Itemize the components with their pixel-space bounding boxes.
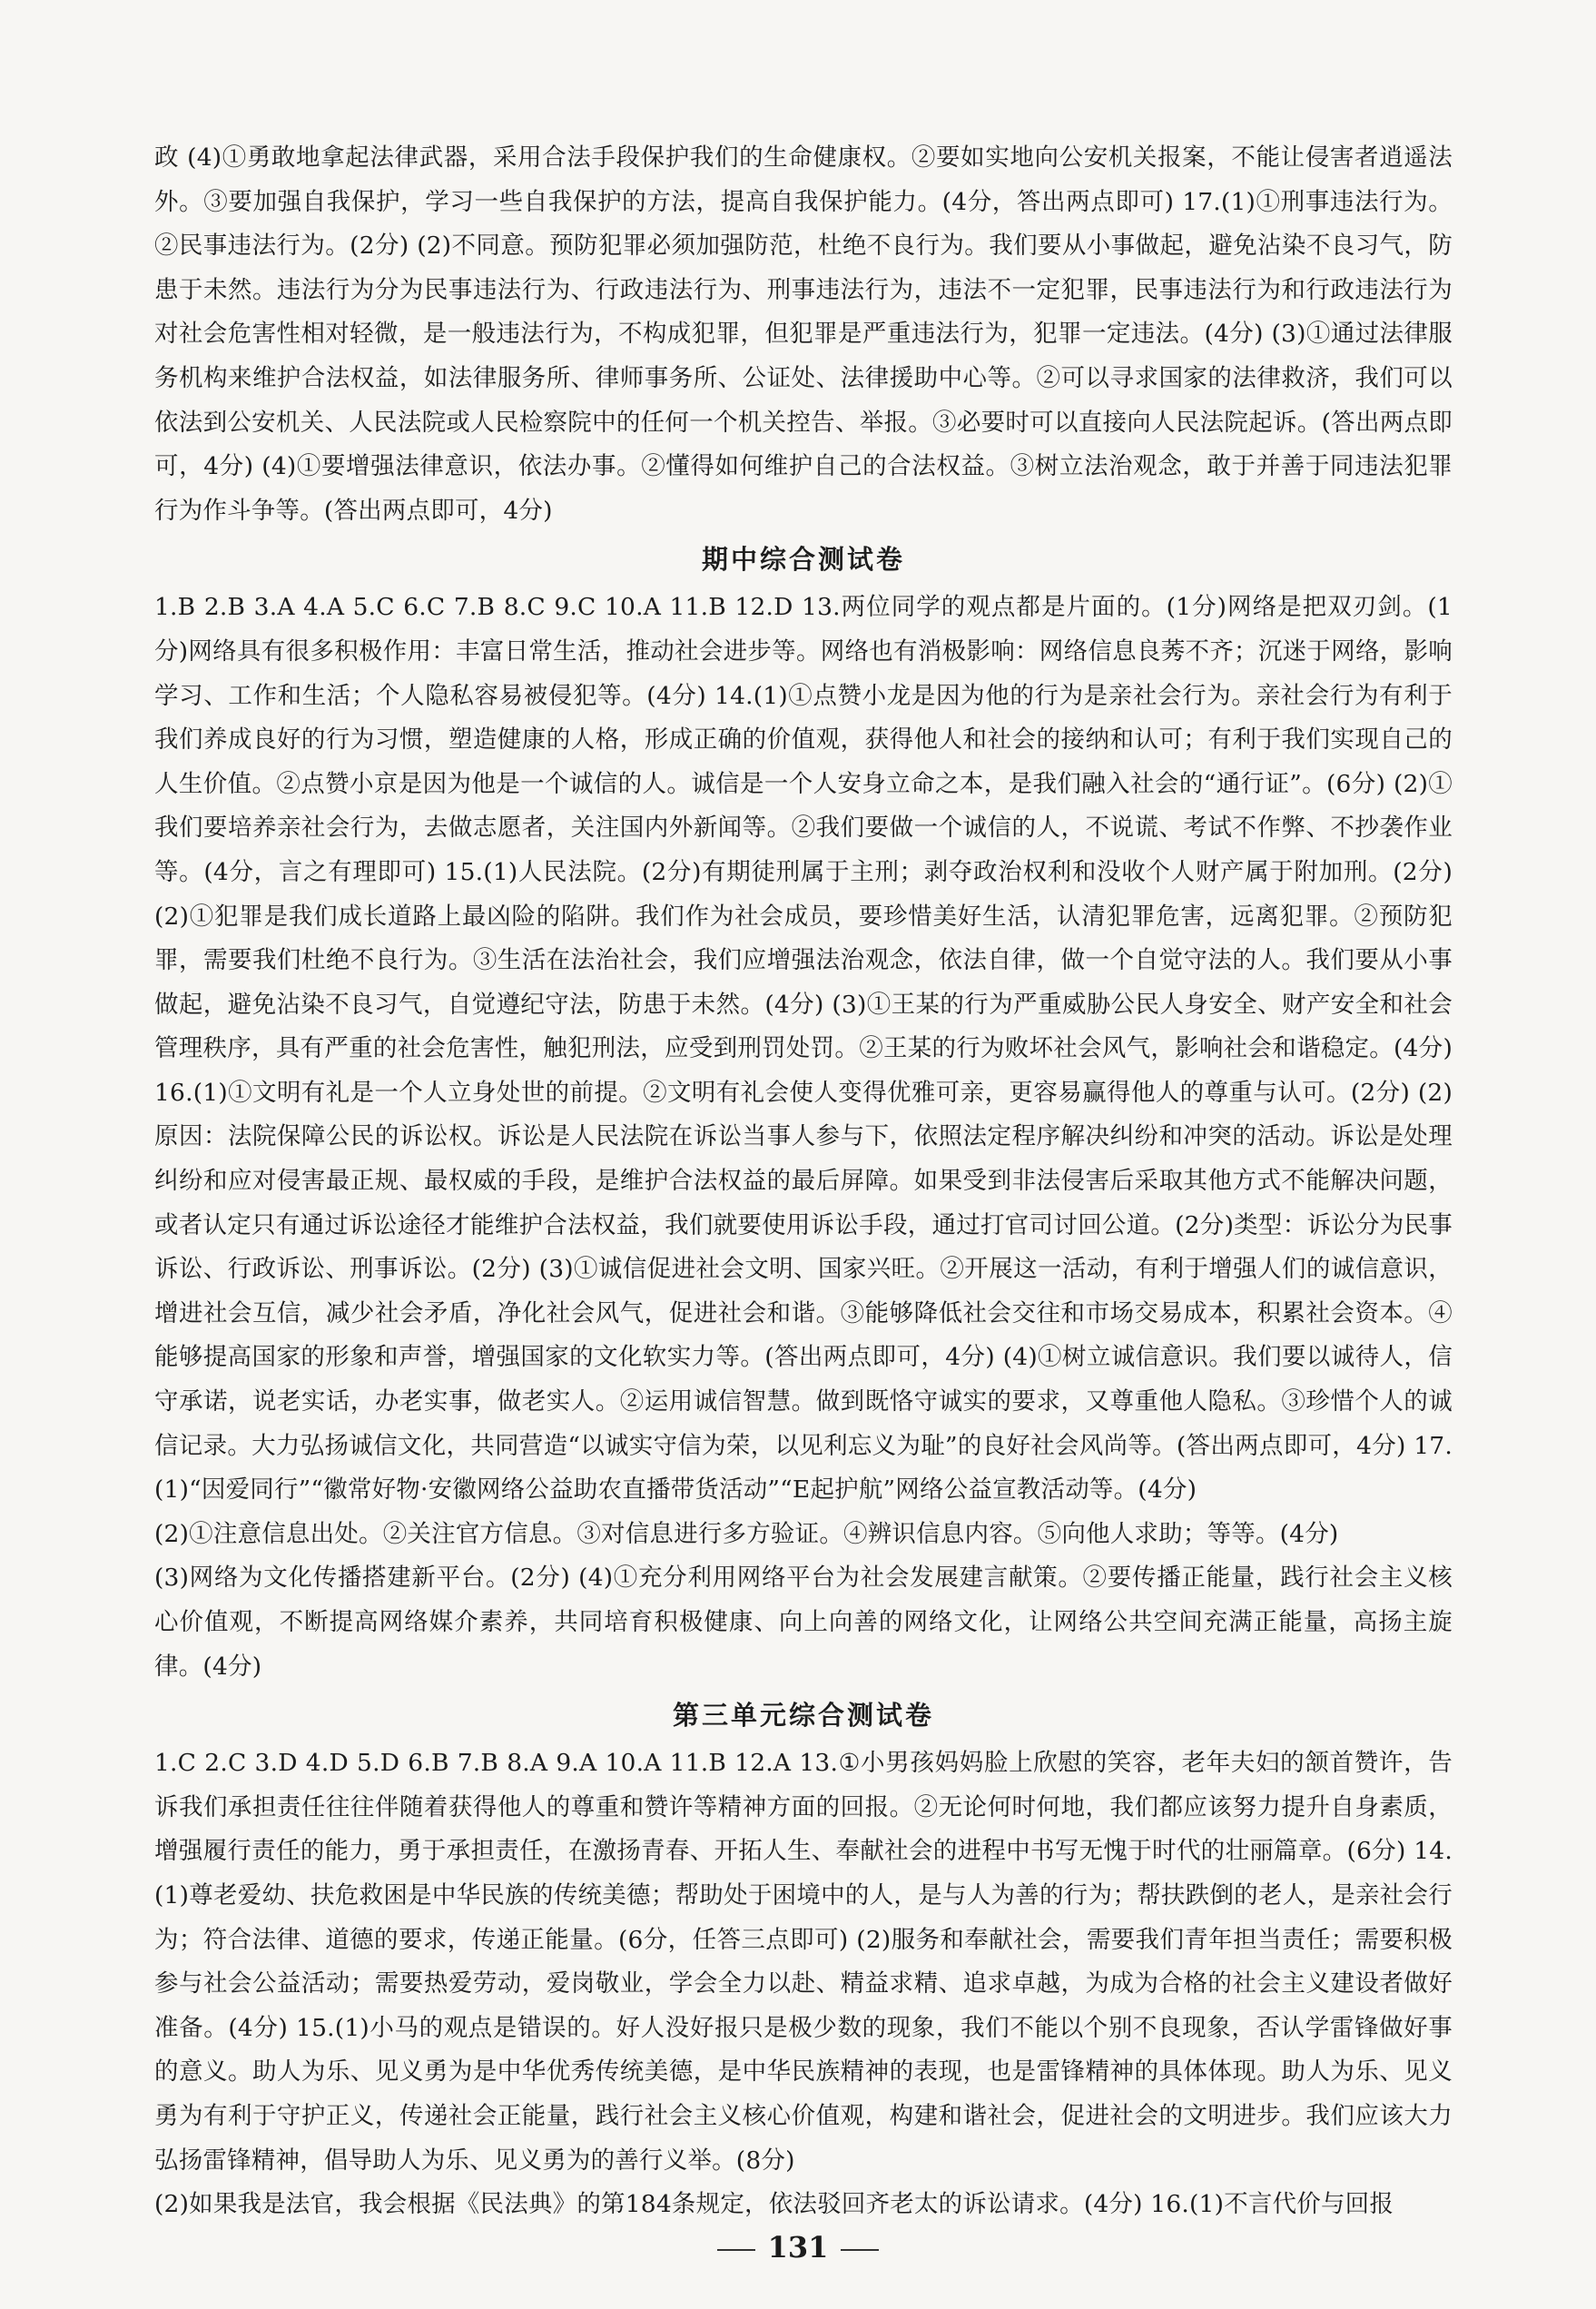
content-column	[154, 136, 1453, 2227]
midterm-q17-part3-4: (3)网络为文化传播搭建新平台。(2分) (4)①充分利用网络平台为社会发展建言献策。②要传播正能量，践行社会主义核心价值观，不断提高网络媒介素养，共同培育积极健康、向上向善的网络文化，让网络公共空间充满正能量，高扬主旋律。(4分)	[154, 1564, 1453, 1681]
unit3-test-title: 第三单元综合测试卷	[672, 1700, 934, 1732]
page-number: 131	[767, 2230, 829, 2265]
unit3-q15-part2: (2)如果我是法官，我会根据《民法典》的第184条规定，依法驳回齐老太的诉讼请求。(4分) 16.(1)不言代价与回报	[154, 2190, 1394, 2219]
previous-unit-answers: 政 (4)①勇敢地拿起法律武器，采用合法手段保护我们的生命健康权。②要如实地向公安机关报案，不能让侵害者逍遥法外。③要加强自我保护，学习一些自我保护的方法，提高自我保护能力。(4分，答出两点即可) 17.(1)①刑事违法行为。②民事违法行为。(2分) (2)不同意。预防犯罪必须加强防范，杜绝不良行为。我们要从小事做起，避免沾染不良习气，防患于未然。违法行为分为民事违法行为、行政违法行为、刑事违法行为，违法不一定犯罪，民事违法行为和行政违法行为对社会危害性相对轻微，是一般违法行为，不构成犯罪，但犯罪是严重违法行为，犯罪一定违法。(4分) (3)①通过法律服务机构来维护合法权益，如法律服务所、律师事务所、公证处、法律援助中心等。②可以寻求国家的法律救济，我们可以依法到公安机关、人民法院或人民检察院中的任何一个机关控告、举报。③必要时可以直接向人民法院起诉。(答出两点即可，4分) (4)①要增强法律意识，依法办事。②懂得如何维护自己的合法权益。③树立法治观念，敢于并善于同违法犯罪行为作斗争等。(答出两点即可，4分)	[154, 143, 1453, 525]
footer-dash-left	[717, 2249, 755, 2251]
midterm-q17-part2: (2)①注意信息出处。②关注官方信息。③对信息进行多方验证。④辨识信息内容。⑤向他人求助；等等。(4分)	[154, 1519, 1339, 1548]
unit3-answers: 1.C 2.C 3.D 4.D 5.D 6.B 7.B 8.A 9.A 10.A 11.B 12.A 13.①小男孩妈妈脸上欣慰的笑容，老年夫妇的颔首赞许，告诉我们承担责任往往伴随着获得他人的尊重和赞许等精神方面的回报。②无论何时何地，我们都应该努力提升自身素质，增强履行责任的能力，勇于承担责任，在激扬青春、开拓人生、奉献社会的进程中书写无愧于时代的壮丽篇章。(6分) 14.(1)尊老爱幼、扶危救困是中华民族的传统美德；帮助处于困境中的人，是与人为善的行为；帮扶跌倒的老人，是亲社会行为；符合法律、道德的要求，传递正能量。(6分，任答三点即可) (2)服务和奉献社会，需要我们青年担当责任；需要积极参与社会公益活动；需要热爱劳动，爱岗敬业，学会全力以赴、精益求精、追求卓越，为成为合格的社会主义建设者做好准备。(4分) 15.(1)小马的观点是错误的。好人没好报只是极少数的现象，我们不能以个别不良现象，否认学雷锋做好事的意义。助人为乐、见义勇为是中华优秀传统美德，是中华民族精神的表现，也是雷锋精神的具体体现。助人为乐、见义勇为有利于守护正义，传递社会正能量，践行社会主义核心价值观，构建和谐社会，促进社会的文明进步。我们应该大力弘扬雷锋精神，倡导助人为乐、见义勇为的善行义举。(8分)	[154, 1749, 1453, 2175]
page-footer	[0, 2230, 1596, 2265]
midterm-test-title: 期中综合测试卷	[701, 544, 905, 576]
footer-dash-right	[841, 2249, 879, 2251]
midterm-answers: 1.B 2.B 3.A 4.A 5.C 6.C 7.B 8.C 9.C 10.A 11.B 12.D 13.两位同学的观点都是片面的。(1分)网络是把双刃剑。(1分)网络具有很多积极作用：丰富日常生活，推动社会进步等。网络也有消极影响：网络信息良莠不齐；沉迷于网络，影响学习、工作和生活；个人隐私容易被侵犯等。(4分) 14.(1)①点赞小龙是因为他的行为是亲社会行为。亲社会行为有利于我们养成良好的行为习惯，塑造健康的人格，形成正确的价值观，获得他人和社会的接纳和认可；有利于我们实现自己的人生价值。②点赞小京是因为他是一个诚信的人。诚信是一个人安身立命之本，是我们融入社会的“通行证”。(6分) (2)①我们要培养亲社会行为，去做志愿者，关注国内外新闻等。②我们要做一个诚信的人，不说谎、考试不作弊、不抄袭作业等。(4分，言之有理即可) 15.(1)人民法院。(2分)有期徒刑属于主刑；剥夺政治权利和没收个人财产属于附加刑。(2分) (2)①犯罪是我们成长道路上最凶险的陷阱。我们作为社会成员，要珍惜美好生活，认清犯罪危害，远离犯罪。②预防犯罪，需要我们杜绝不良行为。③生活在法治社会，我们应增强法治观念，依法自律，做一个自觉守法的人。我们要从小事做起，避免沾染不良习气，自觉遵纪守法，防患于未然。(4分) (3)①王某的行为严重威胁公民人身安全、财产安全和社会管理秩序，具有严重的社会危害性，触犯刑法，应受到刑罚处罚。②王某的行为败坏社会风气，影响社会和谐稳定。(4分) 16.(1)①文明有礼是一个人立身处世的前提。②文明有礼会使人变得优雅可亲，更容易赢得他人的尊重与认可。(2分) (2)原因：法院保障公民的诉讼权。诉讼是人民法院在诉讼当事人参与下，依照法定程序解决纠纷和冲突的活动。诉讼是处理纠纷和应对侵害最正规、最权威的手段，是维护合法权益的最后屏障。如果受到非法侵害后采取其他方式不能解决问题，或者认定只有通过诉讼途径才能维护合法权益，我们就要使用诉讼手段，通过打官司讨回公道。(2分)类型：诉讼分为民事诉讼、行政诉讼、刑事诉讼。(2分) (3)①诚信促进社会文明、国家兴旺。②开展这一活动，有利于增强人们的诚信意识，增进社会互信，减少社会矛盾，净化社会风气，促进社会和谐。③能够降低社会交往和市场交易成本，积累社会资本。④能够提高国家的形象和声誉，增强国家的文化软实力等。(答出两点即可，4分) (4)①树立诚信意识。我们要以诚待人，信守承诺，说老实话，办老实事，做老实人。②运用诚信智慧。做到既恪守诚实的要求，又尊重他人隐私。③珍惜个人的诚信记录。大力弘扬诚信文化，共同营造“以诚实守信为荣，以见利忘义为耻”的良好社会风尚等。(答出两点即可，4分) 17.(1)“因爱同行”“徽常好物·安徽网络公益助农直播带货活动”“E起护航”网络公益宣教活动等。(4分)	[154, 593, 1453, 1505]
